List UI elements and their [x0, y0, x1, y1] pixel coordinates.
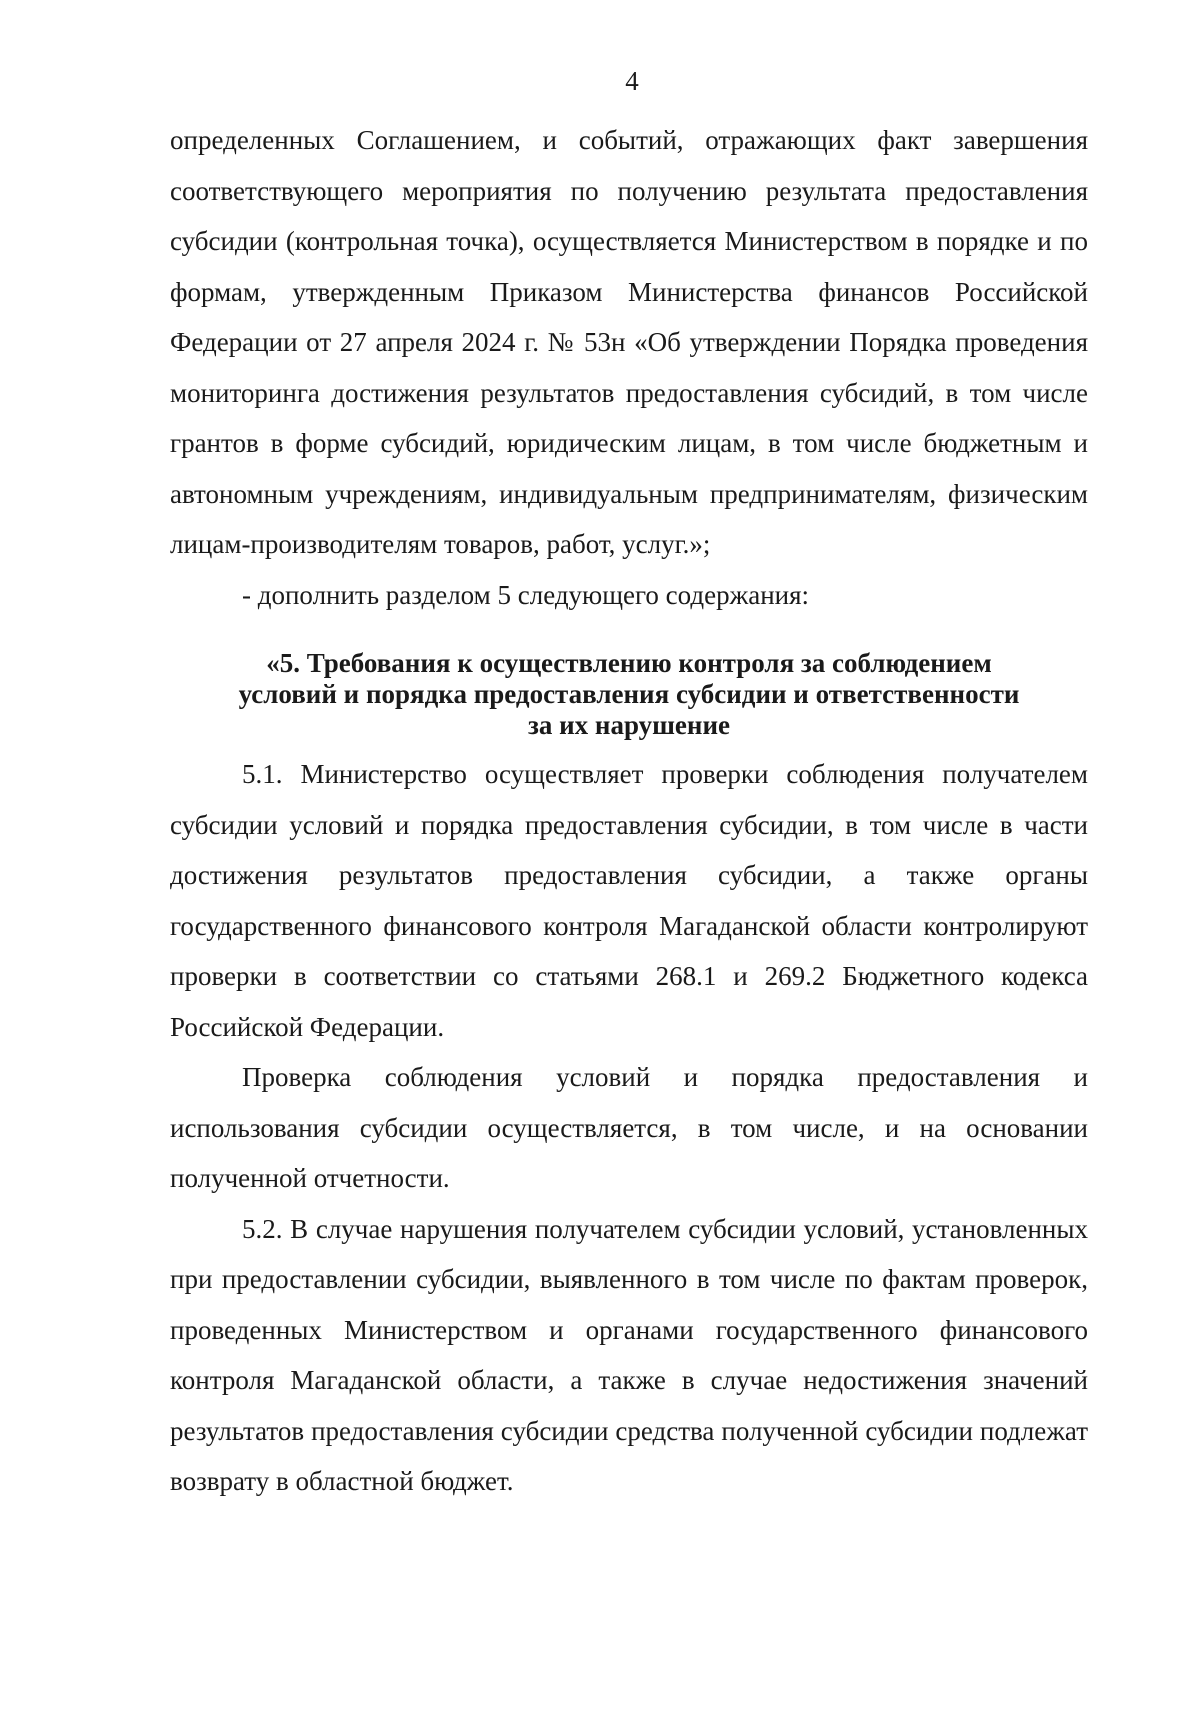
section-heading-line-1: «5. Требования к осуществлению контроля за соблюдением — [266, 648, 992, 678]
paragraph-amendment: - дополнить разделом 5 следующего содержания: — [242, 579, 810, 610]
paragraph-inspection: Проверка соблюдения условий и порядка предоставления и использования субсидии осуществляется, в том числе, и на основании полученной отчетности. — [170, 1062, 1088, 1193]
paragraph-continuation: определенных Соглашением, и событий, отражающих факт завершения соответствующего мероприятия по получению результата предоставления субсидии (контрольная точка), осуществляется Министерством в порядке и по формам, утвержденным Приказом Министерства финансов Российской Федерации от 27 апреля 2024 г. № 53н «Об утверждении Порядка проведения мониторинга достижения результатов предоставления субсидий, в том числе грантов в форме субсидий, юридическим лицам, в том числе бюджетным и автономным учреждениям, индивидуальным предпринимателям, физическим лицам-производителям товаров, работ, услуг.»; — [170, 125, 1088, 559]
section-heading-line-3: за их нарушение — [528, 710, 730, 740]
section-heading-line-2: условий и порядка предоставления субсидии и ответственности — [238, 679, 1020, 709]
document-body — [170, 115, 1088, 1507]
page-number: 4 — [625, 66, 639, 96]
section-heading — [170, 648, 1088, 741]
paragraph-5-1: 5.1. Министерство осуществляет проверки соблюдения получателем субсидии условий и порядка предоставления субсидии, в том числе в части достижения результатов предоставления субсидии, а также органы государственного финансового контроля Магаданской области контролируют проверки в соответствии со статьями 268.1 и 269.2 Бюджетного кодекса Российской Федерации. — [170, 759, 1088, 1042]
paragraph-5-2: 5.2. В случае нарушения получателем субсидии условий, установленных при предоставлении субсидии, выявленного в том числе по фактам проверок, проведенных Министерством и органами государственного финансового контроля Магаданской области, а также в случае недостижения значений результатов предоставления субсидии средства полученной субсидии подлежат возврату в областной бюджет. — [170, 1213, 1088, 1496]
